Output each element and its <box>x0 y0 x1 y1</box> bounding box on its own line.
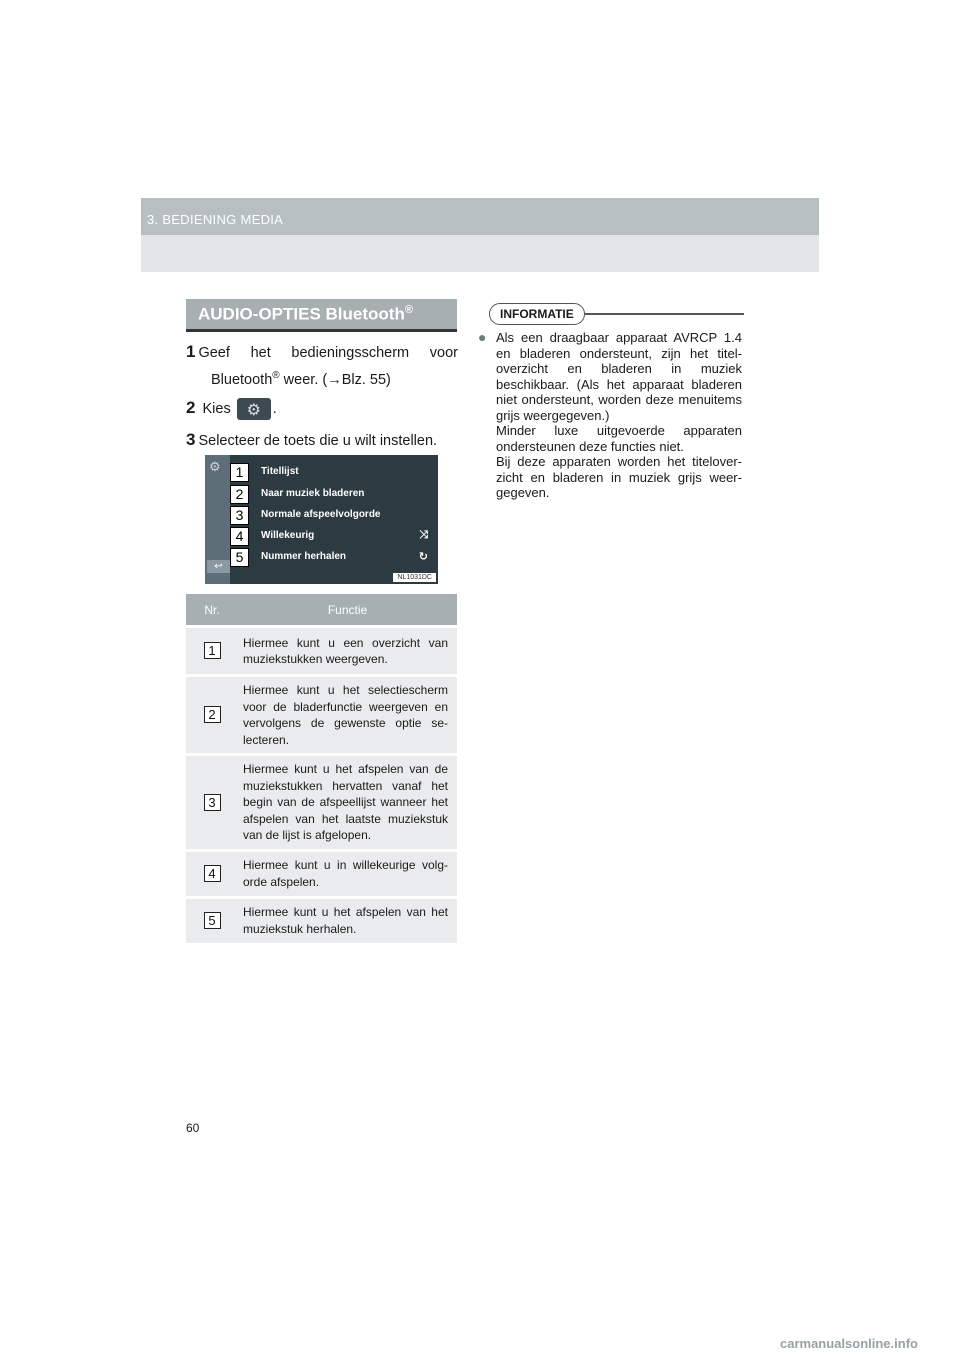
info-paragraph: Minder luxe uitgevoerde apparaten ondersteunen deze functies niet. <box>496 423 742 454</box>
gear-icon: ⚙ <box>209 459 221 474</box>
step-text: Bluetooth <box>211 371 273 388</box>
number-box: 2 <box>204 706 221 723</box>
table-header-row <box>186 594 457 627</box>
table-row <box>186 627 457 676</box>
menu-item-label: Willekeurig <box>261 530 315 541</box>
step-text: Geef het bedieningsscherm voor <box>198 345 458 361</box>
table-cell-nr <box>186 627 238 676</box>
shuffle-icon: ⤨ <box>419 529 428 541</box>
table-cell-text: Hiermee kunt u het afspelen van de muziekstukken hervatten vanaf het begin van de afspeellijst wanneer het afspelen van het laatste muziekstuk van de lijst is afgelopen. <box>238 755 457 851</box>
info-body <box>496 330 742 501</box>
table-cell-text: Hiermee kunt u het afspelen van het muziekstuk herhalen. <box>238 897 457 943</box>
number-box: 4 <box>204 865 221 882</box>
table-cell-nr <box>186 897 238 943</box>
step-number: 2 <box>186 398 196 417</box>
screen-menu-item[interactable] <box>230 505 438 525</box>
number-box: 1 <box>204 642 221 659</box>
table-header-nr: Nr. <box>186 594 238 627</box>
step-1-cont <box>211 364 461 392</box>
menu-item-label: Naar muziek bladeren <box>261 488 365 499</box>
table-header-functie: Functie <box>238 594 457 627</box>
screen-menu-item[interactable] <box>230 547 438 567</box>
figure-code: NL1031DC <box>393 573 436 582</box>
table-row <box>186 755 457 851</box>
section-title-text: AUDIO-OPTIES Bluetooth <box>198 304 405 324</box>
screen-menu-item[interactable] <box>230 484 438 504</box>
chapter-header <box>141 198 819 272</box>
table-row <box>186 897 457 943</box>
chapter-title: 3. BEDIENING MEDIA <box>147 212 284 227</box>
info-label: INFORMATIE <box>489 303 585 325</box>
step-text: . <box>272 401 277 417</box>
info-paragraph: Bij deze apparaten worden het titeloverzicht en bladeren in muziek grijs weergegeven. <box>496 454 742 500</box>
callout-number: 4 <box>230 527 249 546</box>
table-cell-text: Hiermee kunt u in willekeurige volgorde afspelen. <box>238 850 457 897</box>
number-box: 5 <box>204 912 221 929</box>
table-cell-text: Hiermee kunt u het selectiescherm voor de bladerfunctie weergeven en vervolgens de gewenste optie selecteren. <box>238 676 457 755</box>
bullet-icon: ● <box>478 329 487 345</box>
step-sup: ® <box>272 370 280 381</box>
step-number: 3 <box>186 430 196 449</box>
table-cell-nr <box>186 850 238 897</box>
table-cell-nr <box>186 755 238 851</box>
table-cell-text: Hiermee kunt u een overzicht van muziekstukken weergeven. <box>238 627 457 676</box>
menu-item-label: Nummer herhalen <box>261 551 347 562</box>
watermark: carmanualsonline.info <box>780 1336 918 1351</box>
step-text: weer. (→Blz. 55) <box>279 371 391 388</box>
step-text: Kies <box>202 401 231 417</box>
info-paragraph: Als een draagbaar apparaat AVRCP 1.4 en bladeren ondersteunt, zijn het titeloverzicht en bladeren in muziek beschikbaar. (Als het apparaat bladeren niet ondersteunt, worden deze menuitems grijs weergegeven.) <box>496 330 742 423</box>
step-text: Selecteer de toets die u wilt instellen. <box>198 433 438 449</box>
screen-menu-item[interactable] <box>230 526 438 546</box>
callout-number: 3 <box>230 506 249 525</box>
menu-item-label: Titellijst <box>261 466 299 477</box>
back-button[interactable] <box>207 560 230 573</box>
back-arrow-icon: ↩ <box>214 561 223 572</box>
function-table <box>186 594 457 943</box>
table-row <box>186 676 457 755</box>
callout-number: 5 <box>230 548 249 567</box>
step-1 <box>186 340 458 365</box>
settings-gear-button-icon: ⚙ <box>237 398 271 420</box>
section-title <box>198 304 413 325</box>
chapter-header-band <box>141 198 819 235</box>
callout-number: 1 <box>230 463 249 482</box>
section-title-sup: ® <box>404 304 413 316</box>
callout-number: 2 <box>230 485 249 504</box>
step-number: 1 <box>186 342 196 361</box>
table-cell-nr <box>186 676 238 755</box>
step-2 <box>186 396 458 421</box>
page-number: 60 <box>186 1121 200 1135</box>
table-row <box>186 850 457 897</box>
number-box: 3 <box>204 794 221 811</box>
bluetooth-audio-options-screen <box>205 455 438 584</box>
section-title-bar <box>186 299 457 332</box>
screen-menu-item[interactable] <box>230 462 438 482</box>
repeat-icon: ↻ <box>418 551 428 563</box>
step-3 <box>186 428 458 453</box>
menu-item-label: Normale afspeelvolgorde <box>261 509 381 520</box>
